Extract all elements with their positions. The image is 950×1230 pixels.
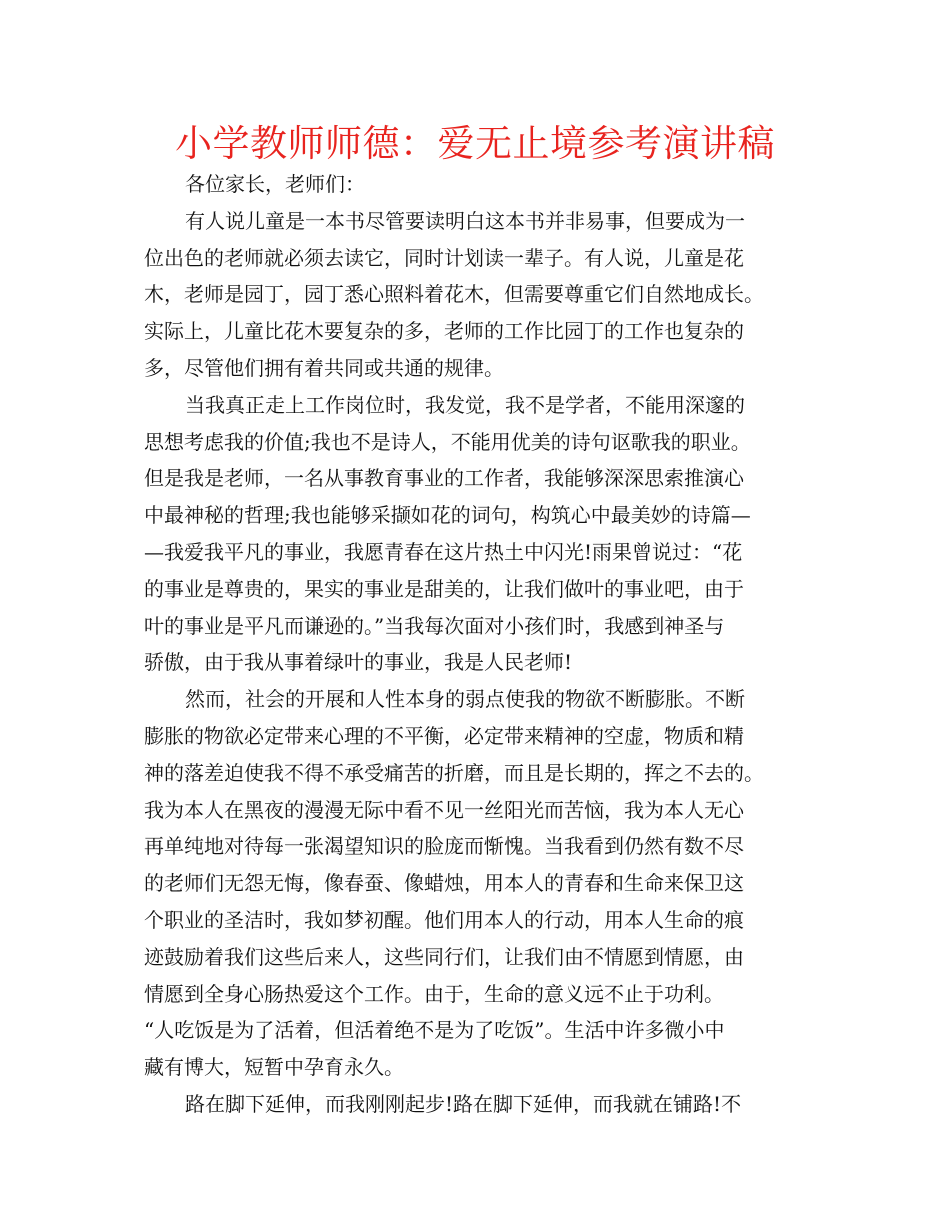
text-line: 叶的事业是平凡而谦逊的。”当我每次面对小孩们时，我感到神圣与	[144, 613, 725, 638]
document-body	[144, 166, 819, 1123]
text-line: “人吃饭是为了活着，但活着绝不是为了吃饭”。生活中许多微小中	[144, 1018, 725, 1043]
text-line: 木，老师是园丁，园丁悉心照料着花木，但需要尊重它们自然地成长。	[144, 282, 764, 307]
text-line: 我为本人在黑夜的漫漫无际中看不见一丝阳光而苦恼，我为本人无心	[144, 797, 744, 822]
text-line: 路在脚下延伸，而我刚刚起步!路在脚下延伸，而我就在铺路!不	[185, 1091, 742, 1116]
text-line: 思想考虑我的价值;我也不是诗人，不能用优美的诗句讴歌我的职业。	[144, 429, 751, 454]
text-line: 个职业的圣洁时，我如梦初醒。他们用本人的行动，用本人生命的痕	[144, 907, 744, 932]
text-line: 膨胀的物欲必定带来心理的不平衡，必定带来精神的空虚，物质和精	[144, 723, 744, 748]
text-line: 的老师们无怨无悔，像春蚕、像蜡烛，用本人的青春和生命来保卫这	[144, 871, 744, 896]
text-line: 骄傲，由于我从事着绿叶的事业，我是人民老师!	[144, 650, 573, 675]
text-line: 多，尽管他们拥有着共同或共通的规律。	[144, 355, 504, 380]
text-line: 然而，社会的开展和人性本身的弱点使我的物欲不断膨胀。不断	[185, 687, 745, 712]
text-line: 位出色的老师就必须去读它，同时计划读一辈子。有人说，儿童是花	[144, 245, 744, 270]
page-title: 小学教师师德：爱无止境参考演讲稿	[175, 122, 775, 165]
text-line: —我爱我平凡的事业，我愿青春在这片热土中闪光!雨果曾说过：“花	[144, 539, 743, 564]
text-line: 各位家长，老师们：	[185, 172, 365, 196]
text-line: 实际上，儿童比花木要复杂的多，老师的工作比园丁的工作也复杂的	[144, 319, 744, 344]
text-line: 的事业是尊贵的，果实的事业是甜美的，让我们做叶的事业吧，由于	[144, 576, 744, 601]
text-line: 神的落差迫使我不得不承受痛苦的折磨，而且是长期的，挥之不去的。	[144, 760, 764, 785]
text-line: 藏有博大，短暂中孕育永久。	[144, 1055, 404, 1080]
text-line: 中最神秘的哲理;我也能够采撷如花的词句，构筑心中最美妙的诗篇—	[144, 503, 751, 528]
text-line: 情愿到全身心肠热爱这个工作。由于，生命的意义远不止于功利。	[144, 981, 724, 1006]
text-line: 迹鼓励着我们这些后来人，这些同行们，让我们由不情愿到情愿，由	[144, 944, 744, 969]
text-line: 再单纯地对待每一张渴望知识的脸庞而惭愧。当我看到仍然有数不尽	[144, 834, 744, 859]
text-line: 当我真正走上工作岗位时，我发觉，我不是学者，不能用深邃的	[185, 392, 745, 417]
text-line: 但是我是老师，一名从事教育事业的工作者，我能够深深思索推演心	[144, 466, 744, 491]
text-line: 有人说儿童是一本书尽管要读明白这本书并非易事，但要成为一	[185, 208, 745, 233]
